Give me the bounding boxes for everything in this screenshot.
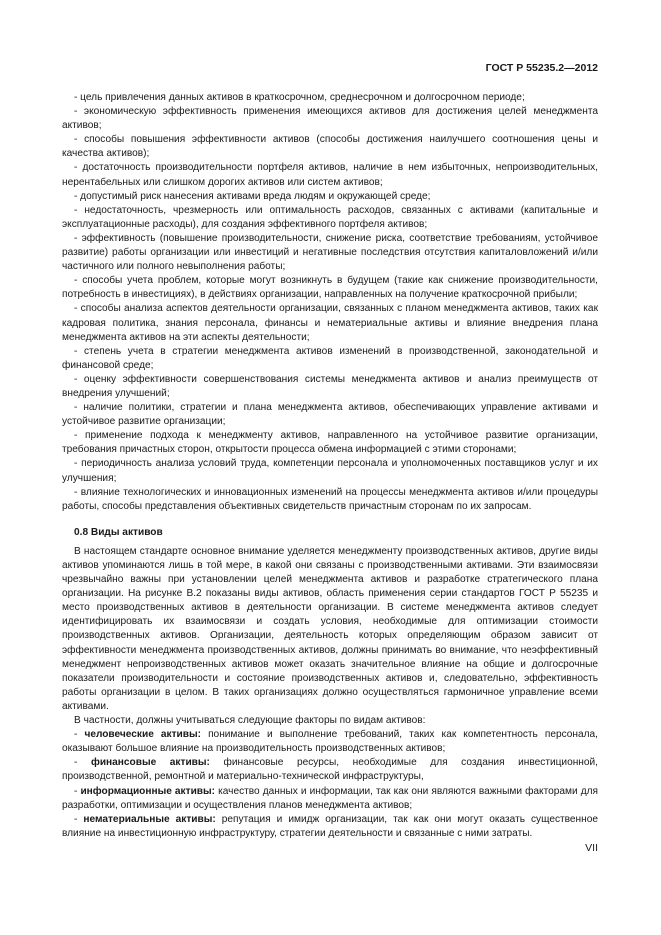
- asset-type-term: нематериальные активы:: [83, 813, 216, 825]
- list-item: - оценку эффективности совершенствования системы менеджмента активов и анализ преимуществ от внедрения улучшений;: [62, 373, 598, 399]
- list-item: - способы повышения эффективности активов (способы достижения наилучшего соотношения цены и качества активов);: [62, 134, 598, 160]
- list-item: - наличие политики, стратегии и плана менеджмента активов, обеспечивающих управление активами и устойчивое развитие организации;: [62, 402, 598, 428]
- section-paragraph: В настоящем стандарте основное внимание уделяется менеджменту производственных активов, другие виды активов упоминаются лишь в той мере, в какой они связаны с производственными активами. Эти взаимосвязи чрезвычайно важны при установлении целей менеджмента активов и разработке стратегического плана организации. На рисунке В.2 показаны виды активов, область применения серии стандартов ГОСТ Р 55235 и место производственных активов в деятельности организации. В системе менеджмента активов следует идентифицировать их взаимосвязи и создать условия, необходимые для оптимизации стоимости производственных активов. Организации, деятельность которых определяющим образом зависит от эффективности менеджмента производственных активов, должны принимать во внимание, что неэффективный менеджмент непроизводственных активов может оказать значительное влияние на общие и долгосрочные показатели производительности и состояние производственных активов и, следовательно, эффективность работы организации в целом. В таких организациях должно осуществляться гармоничное управление всеми активами.: [62, 545, 598, 712]
- list-item: - эффективность (повышение производительности, снижение риска, соответствие требованиям, устойчивое развитие) работы организации или инвестиций и негативные последствия отсутствия капиталовложений и/или частичного или полного невыполнения работы;: [62, 232, 598, 273]
- list-item: - допустимый риск нанесения активами вреда людям и окружающей среде;: [74, 190, 431, 202]
- asset-type-item: [62, 728, 598, 756]
- list-item: - цель привлечения данных активов в краткосрочном, среднесрочном и долгосрочном периоде;: [74, 92, 525, 103]
- list-item: - достаточность производительности портфеля активов, наличие в нем избыточных, непроизводительных, нерентабельных или слишком дорогих активов или систем активов;: [62, 162, 598, 188]
- list-item: - степень учета в стратегии менеджмента активов изменений в производственной, законодательной и финансовой среде;: [62, 345, 598, 371]
- asset-type-item: [62, 785, 598, 813]
- asset-type-dash: -: [74, 729, 85, 741]
- list-item: - экономическую эффективность применения имеющихся активов для достижения целей менеджмента активов;: [62, 106, 598, 132]
- document-body: [62, 91, 598, 841]
- asset-type-text: понимание и выполнение требований, таких как компетентность персонала, оказывают большое влияние на производительность производственных активов;: [62, 729, 598, 755]
- asset-type-item: [62, 756, 598, 784]
- asset-type-item: [62, 813, 598, 841]
- asset-type-dash: -: [74, 757, 91, 769]
- list-item: - влияние технологических и инновационных изменений на процессы менеджмента активов и/или процедуры работы, способы представления объективных свидетельств причастным сторонам по их запросам.: [62, 486, 598, 512]
- asset-type-text: финансовые ресурсы, необходимые для создания инвестиционной, производственной, ремонтной и материально-технической инфраструктуры,: [62, 757, 598, 783]
- asset-type-term: финансовые активы:: [90, 757, 210, 769]
- section-paragraph: В частности, должны учитываться следующие факторы по видам активов:: [74, 715, 426, 727]
- asset-type-dash: -: [74, 813, 84, 825]
- asset-type-text: репутация и имидж организации, так как они могут оказать существенное влияние на инвестиционную инфраструктуру, стратегии деятельности и связанные с ними затраты.: [62, 813, 599, 839]
- asset-type-term: информационные активы:: [80, 785, 216, 797]
- document-code-header: ГОСТ Р 55235.2—2012: [485, 62, 598, 74]
- list-item: - способы анализа аспектов деятельности организации, связанных с планом менеджмента активов, таких как кадровая политика, знания персонала, финансы и нематериальные активы и влияние внедрения плана менеджмента активов на эти аспекты деятельности;: [62, 303, 598, 343]
- asset-type-text: качество данных и информации, так как они являются важными факторами для разработки, оптимизации и осуществления планов менеджмента активов;: [62, 785, 598, 811]
- asset-type-dash: -: [74, 785, 81, 797]
- asset-type-term: человеческие активы:: [84, 729, 202, 741]
- list-item: - применение подхода к менеджменту активов, направленного на устойчивое развитие организации, требования причастных сторон, открытости процесса обмена информацией с этими сторонами;: [62, 430, 598, 456]
- section-heading: 0.8 Виды активов: [74, 526, 163, 538]
- list-item: - периодичность анализа условий труда, компетенции персонала и уполномоченных поставщиков услуг и их улучшения;: [62, 458, 598, 484]
- page-number: VII: [585, 842, 598, 854]
- list-item: - недостаточность, чрезмерность или оптимальность расходов, связанных с активами (капитальные и эксплуатационные расходы), для создания эффективного портфеля активов;: [62, 204, 598, 230]
- list-item: - способы учета проблем, которые могут возникнуть в будущем (такие как снижение производительности, потребность в инвестициях), в действиях организации, направленных на получение краткосрочной прибыли;: [62, 275, 598, 301]
